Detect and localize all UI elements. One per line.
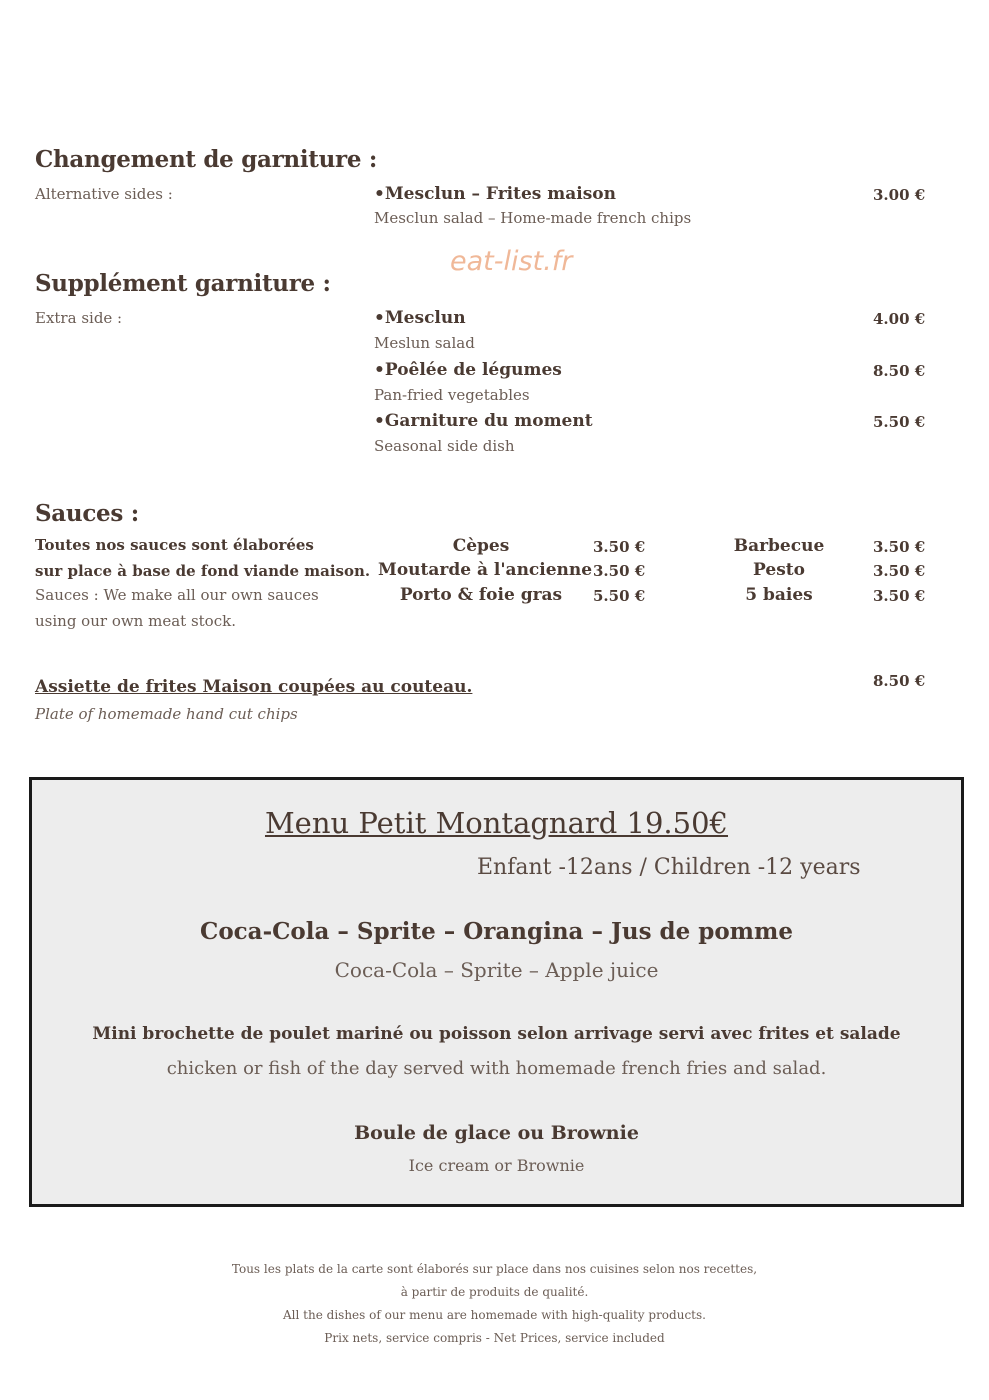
sauce-name: Barbecue [733,536,825,556]
menu-item-price: 3.00 € [873,186,926,204]
sauce-name: Pesto [753,560,805,580]
sauce-name: 5 baies [745,585,813,605]
supplement-title: Supplément garniture : [35,270,331,297]
watermark: eat-list.fr [450,246,573,277]
sauce-price: 3.50 € [873,587,926,605]
menu-item-desc: Meslun salad [374,334,475,352]
kids-menu-main-en: chicken or fish of the day served with homemade french fries and salad. [166,1058,827,1079]
menu-item-name: •Mesclun – Frites maison [374,184,617,204]
frites-title: Assiette de frites Maison coupées au couteau. [35,677,473,697]
sauce-name: Porto & foie gras [399,585,563,605]
footer-line: Prix nets, service compris - Net Prices, service included [324,1331,665,1345]
supplement-subtitle: Extra side : [35,309,123,327]
menu-item-desc: Pan-fried vegetables [374,386,530,404]
footer-line: All the dishes of our menu are homemade with high-quality products. [283,1308,706,1322]
changement-title: Changement de garniture : [35,146,378,173]
sauces-description-fr: Toutes nos sauces sont élaborées [35,536,314,554]
footer-line: à partir de produits de qualité. [400,1285,589,1299]
frites-subtitle: Plate of homemade hand cut chips [35,705,298,723]
menu-item-price: 8.50 € [873,362,926,380]
sauce-price: 3.50 € [593,538,646,556]
kids-menu-box [29,777,964,1207]
changement-subtitle: Alternative sides : [35,185,173,203]
sauce-price: 5.50 € [593,587,646,605]
kids-menu-drinks-en: Coca-Cola – Sprite – Apple juice [334,958,659,982]
menu-item-desc: Seasonal side dish [374,437,515,455]
kids-menu-dessert-en: Ice cream or Brownie [408,1156,585,1175]
kids-menu-main-fr: Mini brochette de poulet mariné ou poisson selon arrivage servi avec frites et salade [92,1024,901,1044]
kids-menu-title: Menu Petit Montagnard 19.50€ [264,806,729,840]
menu-item-desc: Mesclun salad – Home-made french chips [374,209,692,227]
sauce-price: 3.50 € [873,562,926,580]
menu-item-price: 4.00 € [873,310,926,328]
kids-menu-dessert-fr: Boule de glace ou Brownie [354,1122,639,1144]
menu-item-name: •Poêlée de légumes [374,360,562,380]
sauce-price: 3.50 € [593,562,646,580]
sauces-description-en: Sauces : We make all our own sauces [35,586,319,604]
kids-menu-drinks-fr: Coca-Cola – Sprite – Orangina – Jus de pomme [200,918,793,945]
menu-item-name: •Mesclun [374,308,466,328]
kids-menu-subtitle: Enfant -12ans / Children -12 years [477,855,861,880]
footer-line: Tous les plats de la carte sont élaborés sur place dans nos cuisines selon nos recettes, [231,1262,758,1276]
sauce-name: Cèpes [452,536,510,556]
frites-price: 8.50 € [873,672,926,690]
sauces-description-en: using our own meat stock. [35,612,236,630]
sauce-name: Moutarde à l'ancienne [378,560,593,580]
sauce-price: 3.50 € [873,538,926,556]
sauces-description-fr: sur place à base de fond viande maison. [35,562,371,580]
sauces-title: Sauces : [35,500,139,527]
menu-item-price: 5.50 € [873,413,926,431]
menu-item-name: •Garniture du moment [374,411,593,431]
